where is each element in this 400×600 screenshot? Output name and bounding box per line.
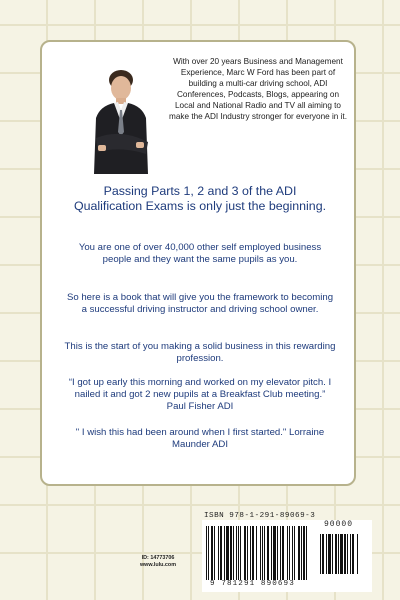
author-photo	[86, 66, 156, 174]
barcode-digits: 9 781291 890693	[210, 580, 295, 588]
barcode-main-bars	[206, 526, 316, 580]
author-bio: With over 20 years Business and Management Experience, Marc W Ford has been part of building a multi-car driving school, ADI Conferences, Podcasts, Blogs, appearing on Local and National Radio and TV all aiming to make the ADI Industry stronger for everyone in it.	[169, 57, 347, 121]
paragraph-competition: You are one of over 40,000 other self employed business people and they want the same pupils as you.	[78, 242, 322, 266]
publisher-id: ID: 14773706	[141, 555, 175, 561]
testimonial-paul-fisher: “I got up early this morning and worked on my elevator pitch. I nailed it and got 2 new pupils at a Breakfast Club meeting.” Paul Fisher ADI	[68, 377, 332, 413]
paragraph-framework: So here is a book that will give you the framework to becoming a successful driving instructor and driving school owner.	[66, 292, 334, 316]
headline: Passing Parts 1, 2 and 3 of the ADI Qualification Exams is only just the beginning.	[73, 184, 327, 213]
barcode-addon-digits: 90000	[324, 520, 354, 529]
paragraph-start: This is the start of you making a solid business in this rewarding profession.	[64, 341, 336, 365]
publisher-info	[128, 555, 188, 569]
testimonial-lorraine-maunder: " I wish this had been around when I first started." Lorraine Maunder ADI	[75, 427, 325, 451]
isbn-label: ISBN 978-1-291-89069-3	[204, 512, 316, 520]
barcode-addon-bars	[320, 534, 366, 574]
publisher-site: www.lulu.com	[139, 562, 177, 568]
back-cover-panel	[40, 40, 356, 486]
barcode	[202, 520, 372, 592]
